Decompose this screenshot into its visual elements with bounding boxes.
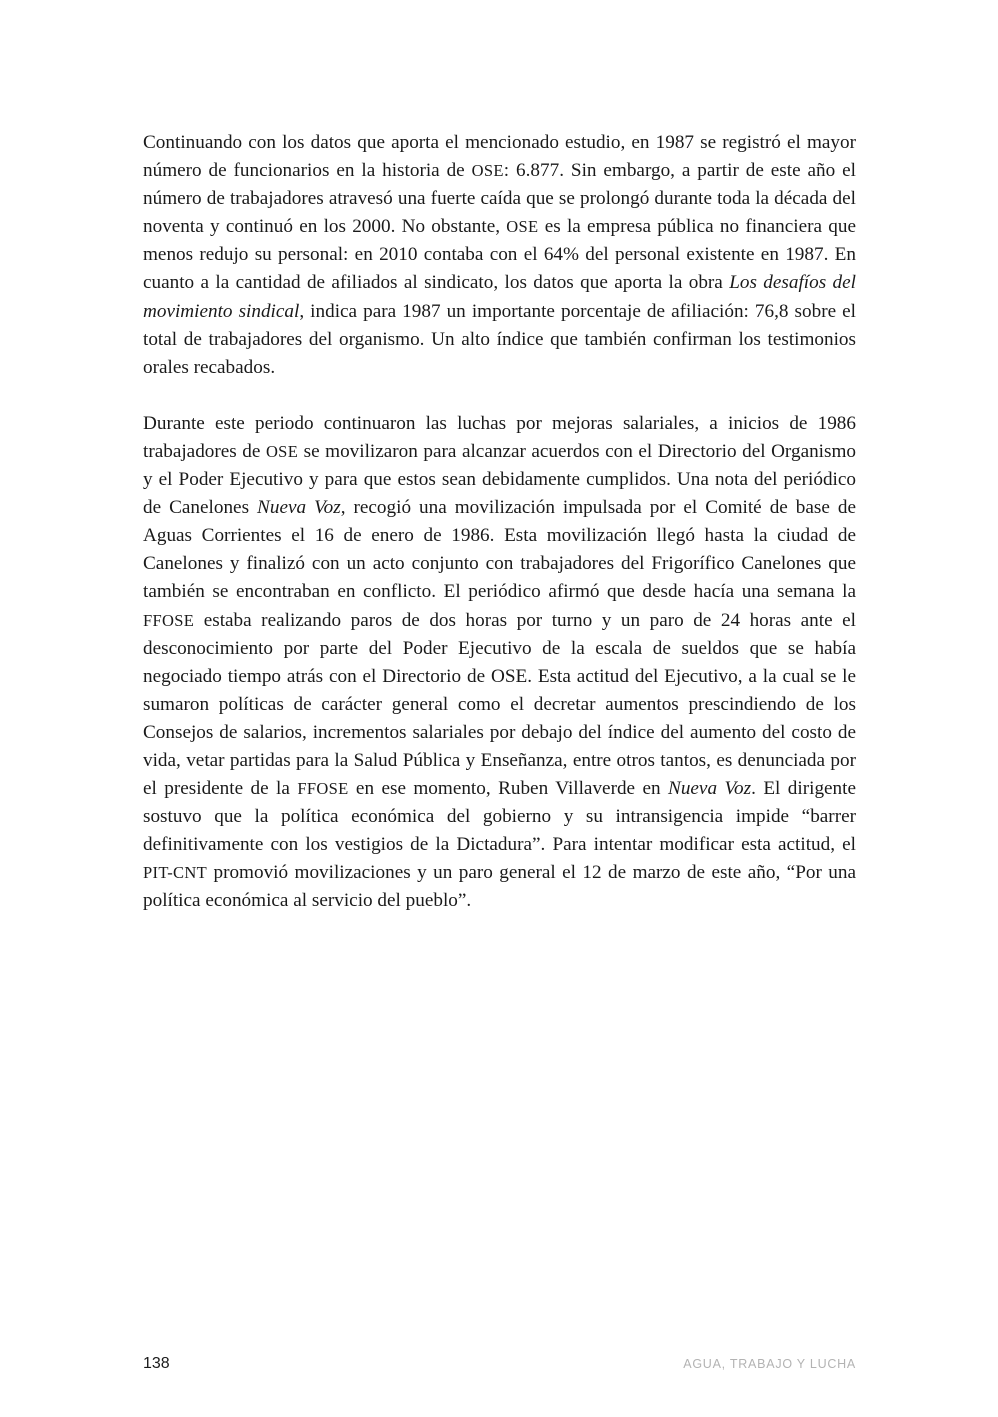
text-run: es la empresa pública no financiera que menos redujo su personal: en 2010 contaba con el 64% del personal existente en 1987. En cuanto a la cantidad de afiliados al sindicato, los datos que aporta la obra bbox=[143, 216, 856, 294]
newspaper-title: Nueva Voz bbox=[257, 497, 341, 519]
text-run: Continuando con los datos que aporta el mencionado estudio, en 1987 se registró el mayor número de funcionarios en la historia de bbox=[143, 132, 856, 182]
abbreviation: OSE bbox=[506, 217, 539, 237]
text-run: promovió movilizaciones y un paro general el 12 de marzo de este año, “Por una política económica al servicio del pueblo”. bbox=[143, 862, 856, 912]
text-run: se movilizaron para alcanzar acuerdos con el Directorio del Organismo y el Poder Ejecutivo y para que estos sean debidamente cumplidos. Una nota del periódico de Canelones bbox=[143, 440, 856, 519]
text-run: Durante este periodo continuaron las luchas por mejoras salariales, a inicios de 1986 trabajadores de bbox=[143, 412, 856, 462]
paragraph-2 bbox=[143, 410, 856, 916]
book-title: Los desafíos del movimiento sindical bbox=[143, 272, 856, 322]
body-text bbox=[143, 129, 856, 916]
abbreviation: PIT-CNT bbox=[143, 863, 208, 883]
abbreviation: OSE bbox=[471, 161, 504, 181]
paragraph-1 bbox=[143, 129, 856, 382]
abbreviation: FFOSE bbox=[297, 779, 349, 799]
running-title: AGUA, TRABAJO Y LUCHA bbox=[683, 1357, 856, 1371]
text-run: , indica para 1987 un importante porcentaje de afiliación: 76,8 sobre el total de trabajadores del organismo. Un alto índice que también confirman los testimonios orales recabados. bbox=[143, 300, 856, 378]
page-number: 138 bbox=[143, 1355, 170, 1372]
text-run: . El dirigente sostuvo que la política económica del gobierno y su intransigencia impide “barrer definitivamente con los vestigios de la Dictadura”. Para intentar modificar esta actitud, el bbox=[143, 778, 856, 856]
text-run: : 6.877. Sin embargo, a partir de este año el número de trabajadores atravesó una fuerte caída que se prolongó durante toda la década del noventa y continuó en los 2000. No obstante, bbox=[143, 160, 856, 238]
text-run: en ese momento, Ruben Villaverde en bbox=[348, 778, 669, 800]
text-run: , recogió una movilización impulsada por el Comité de base de Aguas Corrientes el 16 de enero de 1986. Esta movilización llegó hasta la ciudad de Canelones y finalizó con un acto conjunto con trabajadores del Frigorífico Canelones que también se encontraban en conflicto. El periódico afirmó que desde hacía una semana la bbox=[143, 497, 857, 603]
text-run: estaba realizando paros de dos horas por turno y un paro de 24 horas ante el desconocimiento por parte del Poder Ejecutivo de la escala de sueldos que se había negociado tiempo atrás con el Directorio de OSE. Esta actitud del Ejecutivo, a la cual se le sumaron políticas de carácter general como el decretar aumentos prescindiendo de los Consejos de salarios, incrementos salariales por debajo del índice del aumento del costo de vida, vetar partidas para la Salud Pública y Enseñanza, entre otros tantos, es denunciada por el presidente de la bbox=[143, 609, 856, 800]
abbreviation: FFOSE bbox=[143, 610, 195, 630]
newspaper-title: Nueva Voz bbox=[668, 778, 752, 800]
abbreviation: OSE bbox=[265, 441, 299, 461]
